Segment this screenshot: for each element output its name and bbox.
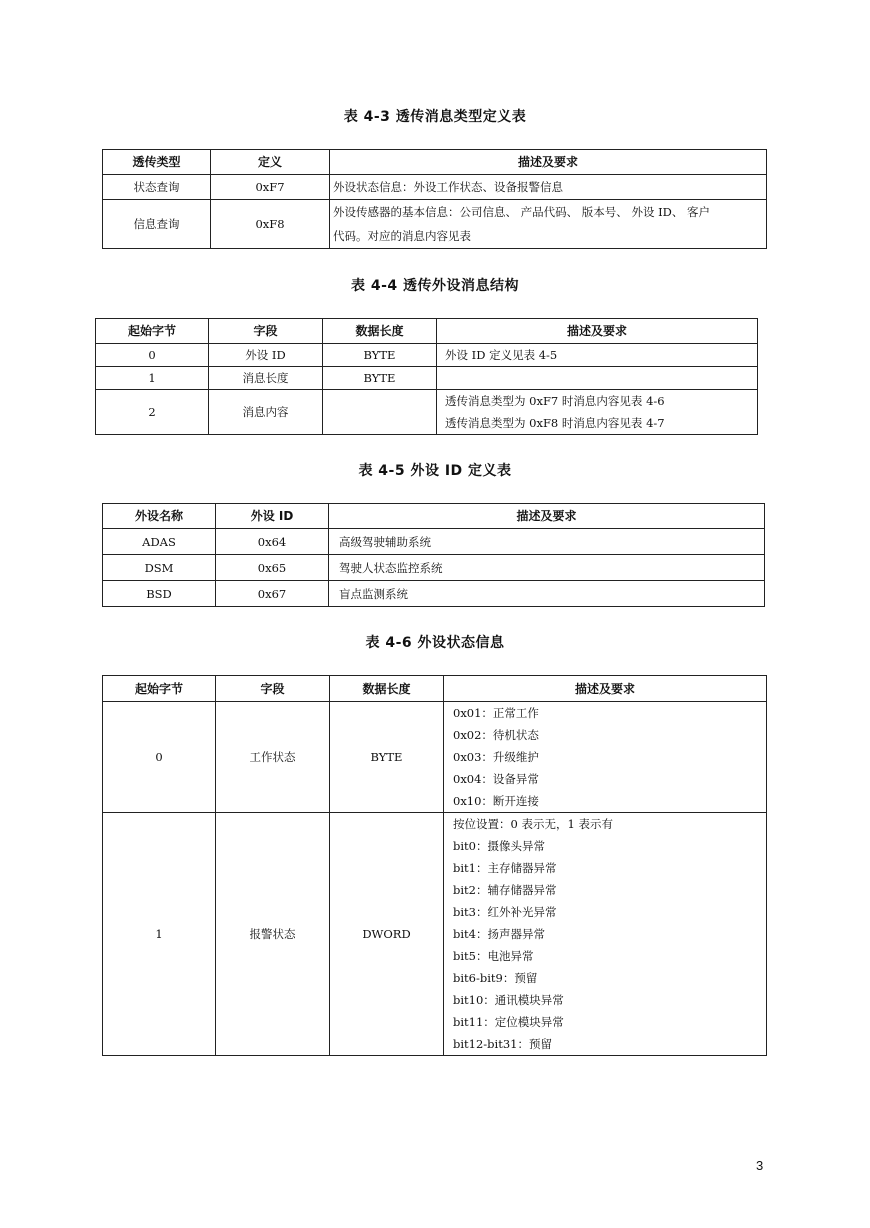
column-header: 描述及要求	[444, 676, 767, 702]
description-line: bit12-bit31：预留	[453, 1037, 552, 1051]
column-header: 字段	[209, 319, 323, 344]
table-header-row	[103, 676, 767, 702]
table-cell-description	[437, 344, 758, 367]
table-cell: BYTE	[323, 367, 437, 390]
table-cell: 1	[96, 367, 209, 390]
column-header: 数据长度	[323, 319, 437, 344]
table-cell: DWORD	[330, 813, 444, 1056]
table-cell: 0	[103, 702, 216, 813]
table-cell: 0x65	[216, 555, 329, 581]
column-header: 字段	[216, 676, 330, 702]
table-row	[103, 200, 767, 249]
table-cell: BYTE	[323, 344, 437, 367]
description-line: 透传消息类型为 0xF7 时消息内容见表 4-6	[445, 394, 665, 408]
table-row	[103, 813, 767, 1056]
description-line: bit3：红外补光异常	[453, 905, 557, 919]
description-line: bit1：主存储器异常	[453, 861, 557, 875]
table-cell: 消息长度	[209, 367, 323, 390]
description-line: 外设 ID 定义见表 4-5	[445, 348, 558, 362]
table-row	[103, 529, 765, 555]
table-header-row	[103, 150, 767, 175]
description-line	[445, 367, 754, 389]
table-cell: 0x67	[216, 581, 329, 607]
table-cell: 工作状态	[216, 702, 330, 813]
table-cell: ADAS	[103, 529, 216, 555]
description-line: bit0：摄像头异常	[453, 839, 545, 853]
table-cell-description: 高级驾驶辅助系统	[329, 529, 765, 555]
table-4-4	[95, 318, 758, 435]
column-header: 透传类型	[103, 150, 211, 175]
table-header-row	[103, 504, 765, 529]
table-row	[103, 175, 767, 200]
table-cell: 报警状态	[216, 813, 330, 1056]
column-header: 外设名称	[103, 504, 216, 529]
description-line: 按位设置：0 表示无，1 表示有	[453, 817, 613, 831]
description-line: bit11：定位模块异常	[453, 1015, 564, 1029]
table-cell-description	[437, 390, 758, 435]
table-cell: BYTE	[330, 702, 444, 813]
column-header: 外设 ID	[216, 504, 329, 529]
table-row	[96, 390, 758, 435]
description-line: 0x10：断开连接	[453, 794, 539, 808]
table-cell-description	[444, 702, 767, 813]
description-line: 0x02：待机状态	[453, 728, 539, 742]
description-line: bit5：电池异常	[453, 949, 534, 963]
table-cell: 0xF8	[211, 200, 330, 249]
table-cell-description	[330, 200, 767, 249]
table-cell	[323, 390, 437, 435]
column-header: 起始字节	[96, 319, 209, 344]
description-line: bit2：辅存储器异常	[453, 883, 557, 897]
description-line: 外设状态信息：外设工作状态、设备报警信息	[333, 180, 563, 194]
table-4-5	[102, 503, 765, 607]
table-cell: 外设 ID	[209, 344, 323, 367]
column-header: 起始字节	[103, 676, 216, 702]
description-line: 透传消息类型为 0xF8 时消息内容见表 4-7	[445, 416, 665, 430]
column-header: 描述及要求	[437, 319, 758, 344]
table-cell: 0xF7	[211, 175, 330, 200]
table-cell: DSM	[103, 555, 216, 581]
table-cell: BSD	[103, 581, 216, 607]
table-4-5-caption: 表 4-5 外设 ID 定义表	[358, 463, 512, 479]
description-line: 代码。对应的消息内容见表	[333, 229, 471, 243]
description-line: bit6-bit9：预留	[453, 971, 538, 985]
table-cell: 状态查询	[103, 175, 211, 200]
description-line: 0x04：设备异常	[453, 772, 539, 786]
table-row	[96, 344, 758, 367]
table-header-row	[96, 319, 758, 344]
table-cell-description	[437, 367, 758, 390]
table-cell-description	[444, 813, 767, 1056]
table-4-4-caption: 表 4-4 透传外设消息结构	[350, 278, 520, 294]
table-cell-description: 驾驶人状态监控系统	[329, 555, 765, 581]
table-cell: 2	[96, 390, 209, 435]
table-cell: 0	[96, 344, 209, 367]
column-header: 描述及要求	[329, 504, 765, 529]
table-row	[96, 367, 758, 390]
column-header: 描述及要求	[330, 150, 767, 175]
description-line: 0x01：正常工作	[453, 706, 539, 720]
table-cell: 信息查询	[103, 200, 211, 249]
table-cell: 1	[103, 813, 216, 1056]
table-cell: 消息内容	[209, 390, 323, 435]
table-cell: 0x64	[216, 529, 329, 555]
table-4-3-caption: 表 4-3 透传消息类型定义表	[343, 109, 527, 125]
table-4-3	[102, 149, 767, 249]
table-cell-description: 盲点监测系统	[329, 581, 765, 607]
column-header: 定义	[211, 150, 330, 175]
table-cell-description	[330, 175, 767, 200]
table-row	[103, 581, 765, 607]
page-number: 3	[756, 1158, 764, 1173]
table-row	[103, 702, 767, 813]
table-4-6-caption: 表 4-6 外设状态信息	[365, 635, 505, 651]
description-line: 0x03：升级维护	[453, 750, 539, 764]
table-row	[103, 555, 765, 581]
description-line: bit10：通讯模块异常	[453, 993, 564, 1007]
description-line: bit4：扬声器异常	[453, 927, 545, 941]
table-4-6	[102, 675, 767, 1056]
description-line: 外设传感器的基本信息：公司信息、 产品代码、 版本号、 外设 ID、 客户	[333, 205, 711, 219]
column-header: 数据长度	[330, 676, 444, 702]
